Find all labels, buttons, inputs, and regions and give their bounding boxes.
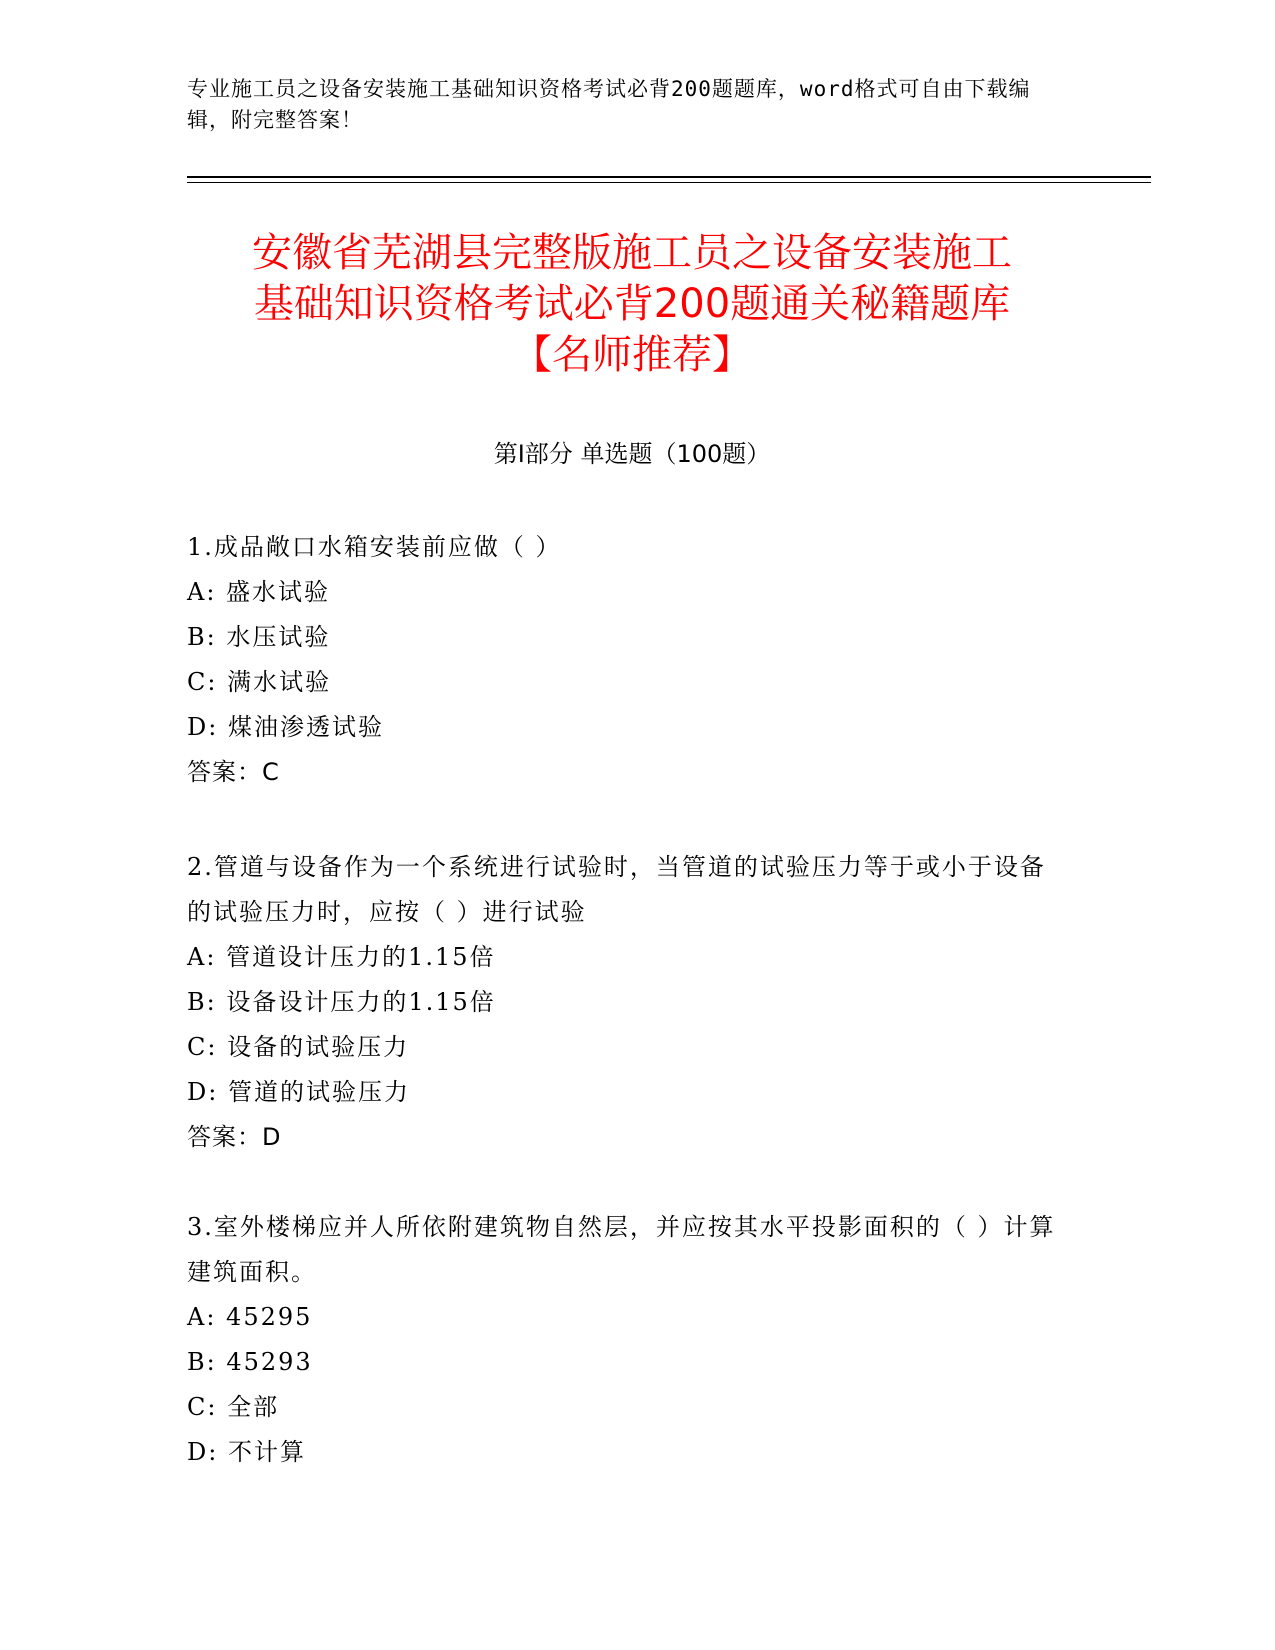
- title-line-2: 基础知识资格考试必背200题通关秘籍题库: [253, 281, 1011, 327]
- title-line-3: 【名师推荐】: [512, 332, 752, 378]
- question-1: [187, 525, 1067, 795]
- option-a: A: 管道设计压力的1.15倍: [187, 943, 496, 971]
- option-a: A: 盛水试验: [187, 578, 331, 606]
- option-a: A: 45295: [187, 1303, 313, 1331]
- section-heading: 第I部分 单选题（100题）: [493, 440, 771, 468]
- title-line-1: 安徽省芜湖县完整版施工员之设备安装施工: [252, 230, 1012, 276]
- option-d: D: 不计算: [187, 1438, 306, 1466]
- header-divider-thick: [187, 176, 1151, 178]
- option-c: C: 满水试验: [187, 668, 332, 696]
- question-3: [187, 1205, 1067, 1475]
- option-b: B: 设备设计压力的1.15倍: [187, 988, 496, 1016]
- document-title: [187, 228, 1077, 381]
- option-b: B: 水压试验: [187, 623, 331, 651]
- answer: 答案：C: [187, 758, 280, 786]
- option-d: D: 管道的试验压力: [187, 1078, 410, 1106]
- header-divider-thin: [187, 182, 1151, 183]
- answer: 答案：D: [187, 1123, 282, 1151]
- option-b: B: 45293: [187, 1348, 313, 1376]
- question-2: [187, 845, 1067, 1160]
- option-d: D: 煤油渗透试验: [187, 713, 384, 741]
- option-c: C: 全部: [187, 1393, 280, 1421]
- header-note: 专业施工员之设备安装施工基础知识资格考试必背200题题库，word格式可自由下载编辑，附完整答案！: [187, 77, 1031, 132]
- option-c: C: 设备的试验压力: [187, 1033, 410, 1061]
- question-stem: 2.管道与设备作为一个系统进行试验时，当管道的试验压力等于或小于设备的试验压力时，应按（ ）进行试验: [187, 853, 1046, 926]
- question-stem: 1.成品敞口水箱安装前应做（ ）: [187, 533, 562, 561]
- question-stem: 3.室外楼梯应并人所依附建筑物自然层，并应按其水平投影面积的（ ）计算建筑面积。: [187, 1213, 1056, 1286]
